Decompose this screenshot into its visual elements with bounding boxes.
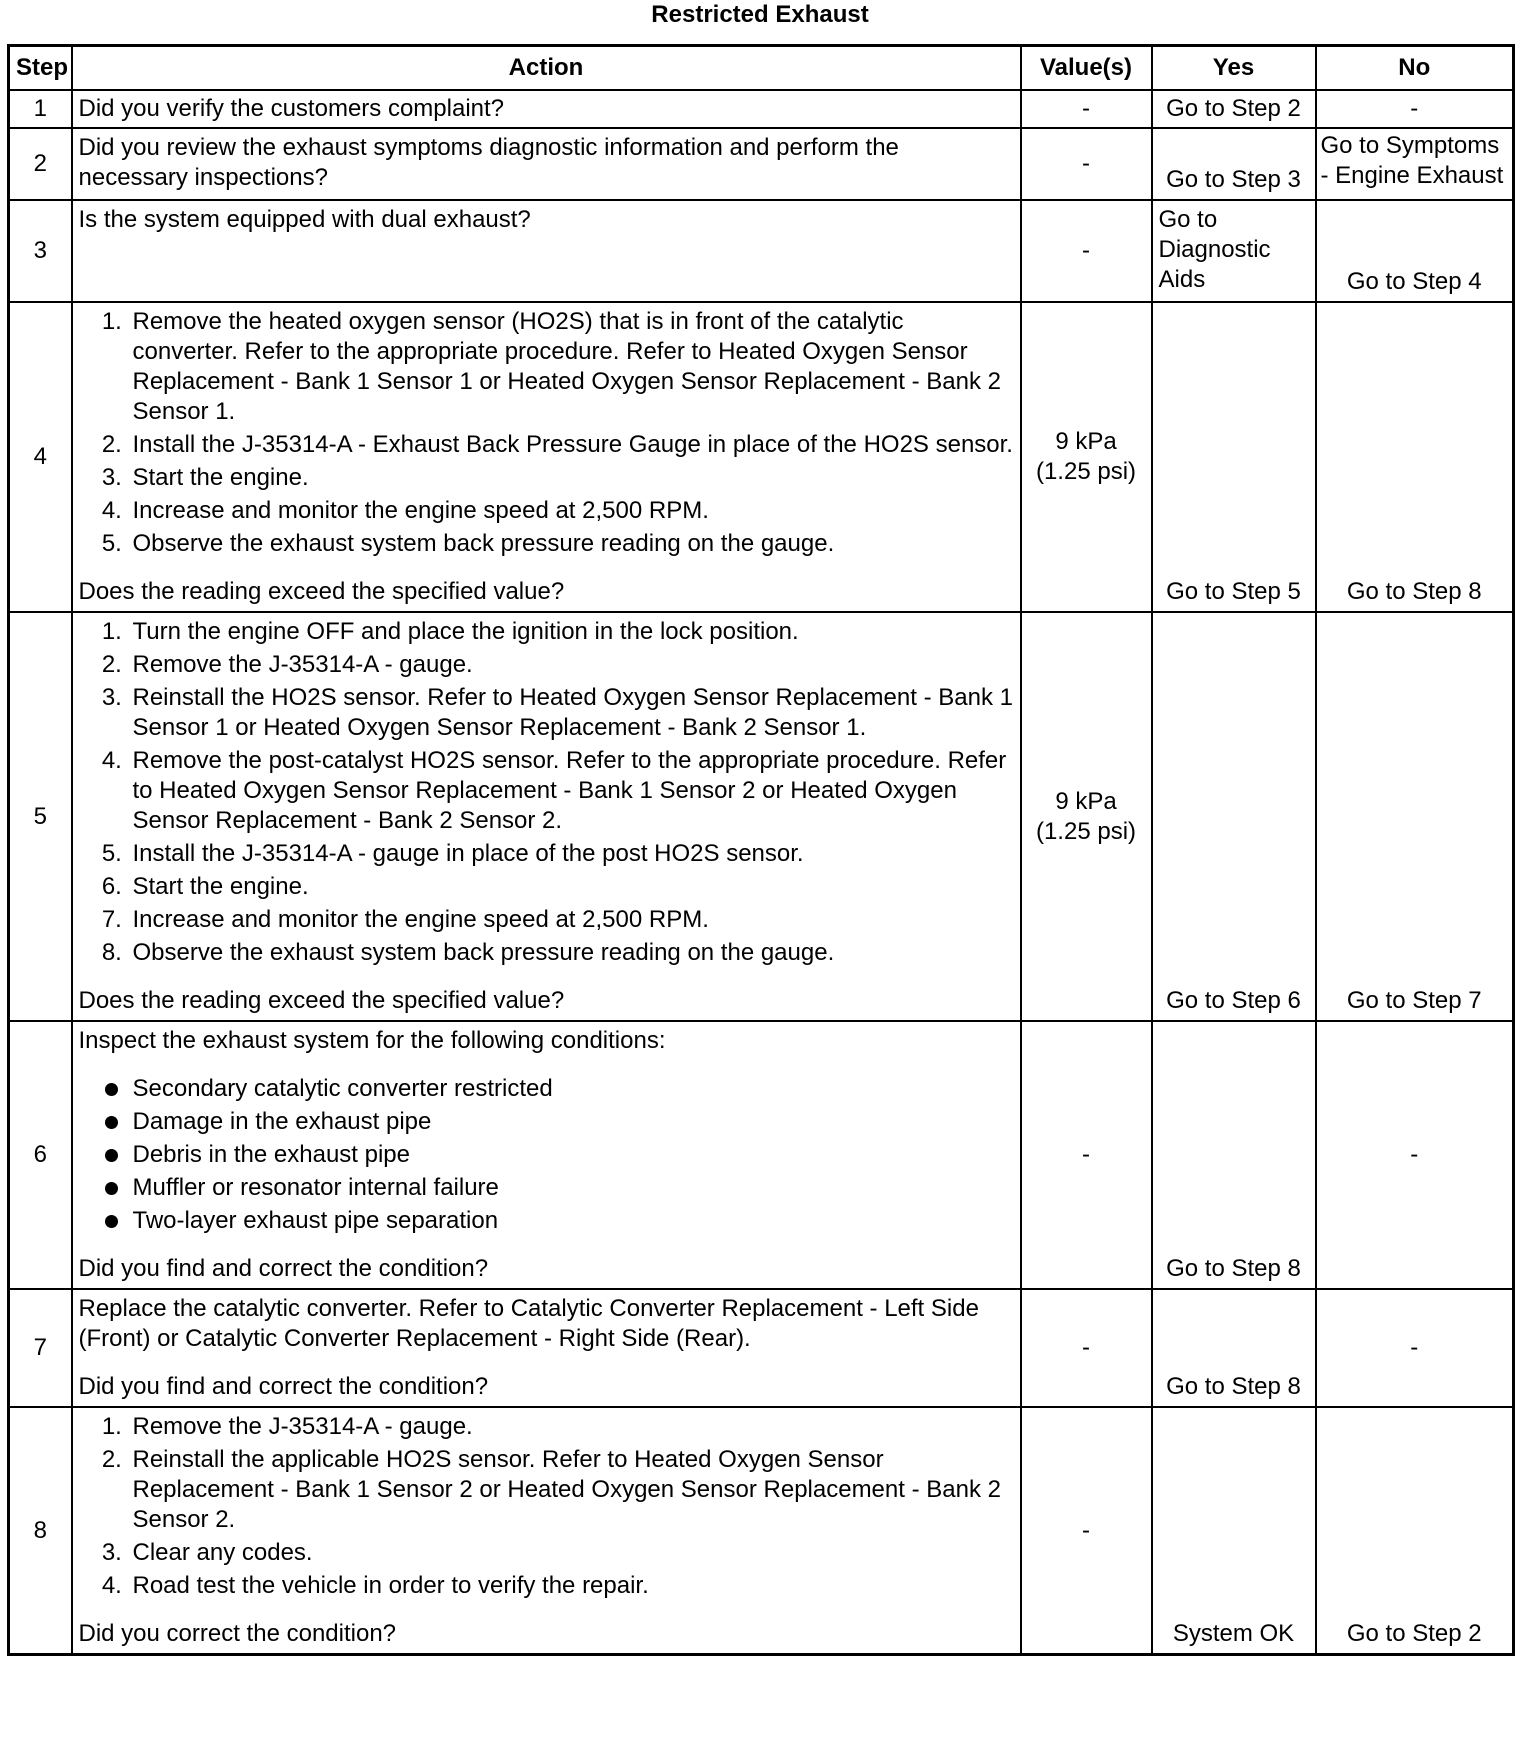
header-yes: Yes bbox=[1152, 46, 1316, 91]
page-title: Restricted Exhaust bbox=[651, 1, 869, 28]
intro-text: Inspect the exhaust system for the following conditions: bbox=[78, 1027, 666, 1054]
list-item: 2. Reinstall the applicable HO2S sensor. Refer to Heated Oxygen Sensor Replacement - Bank 1 Sensor 2 or Heated Oxygen Sensor Replacement - Bank 2 Sensor 2. bbox=[129, 1445, 1014, 1535]
step-number: 8 bbox=[9, 1407, 72, 1655]
action-text: Is the system equipped with dual exhaust? bbox=[72, 200, 1021, 302]
list-item: 5. Install the J-35314-A - gauge in place of the post HO2S sensor. bbox=[129, 839, 1014, 869]
condition-list bbox=[79, 1074, 1014, 1236]
diagnostic-table bbox=[7, 44, 1515, 1656]
step-number: 6 bbox=[9, 1021, 72, 1289]
header-values: Value(s) bbox=[1021, 46, 1152, 91]
list-item: 2. Remove the J-35314-A - gauge. bbox=[129, 650, 1014, 680]
list-item: Muffler or resonator internal failure bbox=[129, 1173, 1014, 1203]
no-cell: Go to Step 4 bbox=[1316, 200, 1514, 302]
yes-cell: Go to Step 8 bbox=[1152, 1289, 1316, 1407]
table-row bbox=[9, 302, 1514, 612]
list-item: 3. Reinstall the HO2S sensor. Refer to Heated Oxygen Sensor Replacement - Bank 1 Sensor 1 or Heated Oxygen Sensor Replacement - Bank 2 Sensor 1. bbox=[129, 683, 1014, 743]
no-cell: Go to Step 2 bbox=[1316, 1407, 1514, 1655]
action-cell bbox=[72, 612, 1021, 1021]
value-cell: - bbox=[1021, 200, 1152, 302]
value-cell: 9 kPa (1.25 psi) bbox=[1021, 612, 1152, 1021]
header-action: Action bbox=[72, 46, 1021, 91]
list-item: Debris in the exhaust pipe bbox=[129, 1140, 1014, 1170]
yes-cell: Go to Step 3 bbox=[1152, 128, 1316, 200]
value-cell: - bbox=[1021, 1407, 1152, 1655]
list-item: 4. Remove the post-catalyst HO2S sensor. Refer to the appropriate procedure. Refer to Heated Oxygen Sensor Replacement - Bank 1 Sensor 2 or Heated Oxygen Sensor Replacement - Bank 2 Sensor 2. bbox=[129, 746, 1014, 836]
step-number: 7 bbox=[9, 1289, 72, 1407]
yes-cell: System OK bbox=[1152, 1407, 1316, 1655]
yes-cell: Go to Step 5 bbox=[1152, 302, 1316, 612]
table-row bbox=[9, 1289, 1514, 1407]
no-cell: - bbox=[1316, 1289, 1514, 1407]
value-cell: - bbox=[1021, 1289, 1152, 1407]
question-text: Did you find and correct the condition? bbox=[78, 1373, 489, 1400]
list-item: 5. Observe the exhaust system back pressure reading on the gauge. bbox=[129, 529, 1014, 559]
procedure-list bbox=[79, 307, 1014, 559]
step-number: 1 bbox=[9, 90, 72, 128]
list-item: 3. Clear any codes. bbox=[129, 1538, 1014, 1568]
list-item: 7. Increase and monitor the engine speed at 2,500 RPM. bbox=[129, 905, 1014, 935]
table-row bbox=[9, 1021, 1514, 1289]
list-item: 6. Start the engine. bbox=[129, 872, 1014, 902]
action-text: Did you verify the customers complaint? bbox=[72, 90, 1021, 128]
value-cell: - bbox=[1021, 90, 1152, 128]
list-item: Two-layer exhaust pipe separation bbox=[129, 1206, 1014, 1236]
step-number: 3 bbox=[9, 200, 72, 302]
no-cell: Go to Step 8 bbox=[1316, 302, 1514, 612]
list-item: 8. Observe the exhaust system back pressure reading on the gauge. bbox=[129, 938, 1014, 968]
question-text: Does the reading exceed the specified value? bbox=[78, 578, 565, 605]
no-cell: - bbox=[1316, 90, 1514, 128]
list-item: 3. Start the engine. bbox=[129, 463, 1014, 493]
yes-cell: Go to Step 8 bbox=[1152, 1021, 1316, 1289]
value-cell: - bbox=[1021, 1021, 1152, 1289]
table-row bbox=[9, 1407, 1514, 1655]
list-item: 4. Road test the vehicle in order to verify the repair. bbox=[129, 1571, 1014, 1601]
list-item: 1. Turn the engine OFF and place the ignition in the lock position. bbox=[129, 617, 1014, 647]
list-item: 4. Increase and monitor the engine speed at 2,500 RPM. bbox=[129, 496, 1014, 526]
header-no: No bbox=[1316, 46, 1514, 91]
step-number: 2 bbox=[9, 128, 72, 200]
action-cell bbox=[72, 1021, 1021, 1289]
yes-cell: Go to Diagnostic Aids bbox=[1152, 200, 1316, 302]
value-cell: - bbox=[1021, 128, 1152, 200]
table-header-row bbox=[9, 46, 1514, 91]
table-row bbox=[9, 612, 1514, 1021]
table-row bbox=[9, 128, 1514, 200]
procedure-list bbox=[79, 1412, 1014, 1601]
list-item: 1. Remove the heated oxygen sensor (HO2S) that is in front of the catalytic converter. Refer to the appropriate procedure. Refer to Heated Oxygen Sensor Replacement - Bank 1 Sensor 1 or Heated Oxygen Sensor Replacement - Bank 2 Sensor 1. bbox=[129, 307, 1014, 427]
no-cell: - bbox=[1316, 1021, 1514, 1289]
header-step: Step bbox=[9, 46, 72, 91]
table-row bbox=[9, 200, 1514, 302]
table-row bbox=[9, 90, 1514, 128]
no-cell: Go to Symptoms - Engine Exhaust bbox=[1316, 128, 1514, 200]
no-cell: Go to Step 7 bbox=[1316, 612, 1514, 1021]
yes-cell: Go to Step 2 bbox=[1152, 90, 1316, 128]
question-text: Does the reading exceed the specified value? bbox=[78, 987, 565, 1014]
list-item: 1. Remove the J-35314-A - gauge. bbox=[129, 1412, 1014, 1442]
value-cell: 9 kPa (1.25 psi) bbox=[1021, 302, 1152, 612]
yes-cell: Go to Step 6 bbox=[1152, 612, 1316, 1021]
list-item: Secondary catalytic converter restricted bbox=[129, 1074, 1014, 1104]
action-cell bbox=[72, 1289, 1021, 1407]
action-cell bbox=[72, 1407, 1021, 1655]
step-number: 4 bbox=[9, 302, 72, 612]
procedure-list bbox=[79, 617, 1014, 968]
question-text: Did you correct the condition? bbox=[78, 1620, 397, 1647]
question-text: Did you find and correct the condition? bbox=[78, 1255, 489, 1282]
list-item: 2. Install the J-35314-A - Exhaust Back Pressure Gauge in place of the HO2S sensor. bbox=[129, 430, 1014, 460]
action-text: Did you review the exhaust symptoms diagnostic information and perform the necessary inspections? bbox=[72, 128, 1021, 200]
list-item: Damage in the exhaust pipe bbox=[129, 1107, 1014, 1137]
action-cell bbox=[72, 302, 1021, 612]
step-number: 5 bbox=[9, 612, 72, 1021]
intro-text: Replace the catalytic converter. Refer to Catalytic Converter Replacement - Left Side (Front) or Catalytic Converter Replacement - Right Side (Rear). bbox=[78, 1295, 979, 1352]
